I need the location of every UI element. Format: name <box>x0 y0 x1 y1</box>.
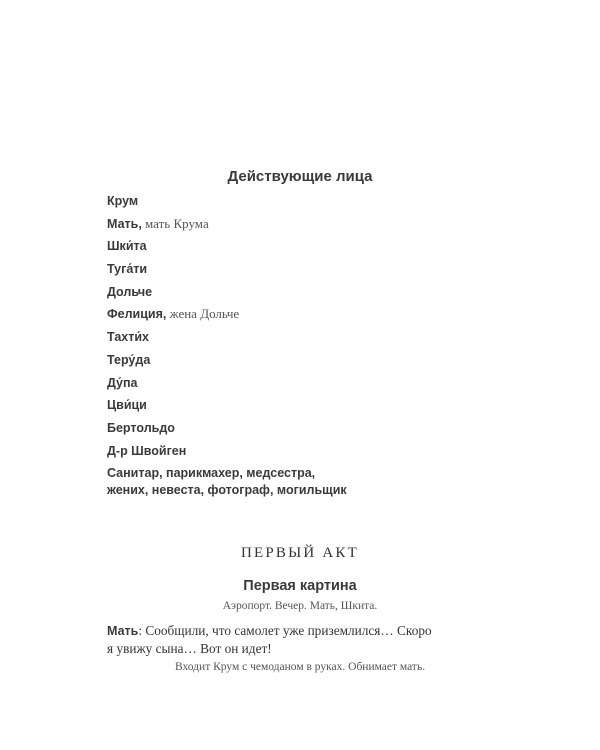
cast-member-name: Фелиция, <box>107 307 167 322</box>
dialogue-text: : Сообщили, что самолет уже приземлился… Скоро <box>138 623 432 638</box>
cast-heading: Действующие лица <box>227 168 373 185</box>
cast-member-description: жена Дольче <box>166 306 240 322</box>
dialogue-line <box>107 622 487 657</box>
cast-list <box>107 193 507 499</box>
cast-member <box>107 375 507 398</box>
dialogue-line-first <box>107 622 487 640</box>
cast-member <box>107 216 507 239</box>
cast-member <box>107 397 507 420</box>
cast-member-name: Цви́ци <box>107 398 147 413</box>
cast-member-name: Ду́па <box>107 375 138 390</box>
cast-member-name: Бертольдо <box>107 420 175 435</box>
cast-member-name: Крум <box>107 194 139 208</box>
cast-member <box>107 284 507 307</box>
scene-setting: Аэропорт. Вечер. Мать, Шкита. <box>222 600 378 612</box>
cast-member-name: Тахти́х <box>107 330 149 345</box>
act-heading: ПЕРВЫЙ АКТ <box>240 545 359 561</box>
cast-member-name: Д-р Швойген <box>107 443 187 458</box>
cast-member <box>107 261 507 284</box>
speaker-name: Мать <box>107 624 139 638</box>
cast-member-description: мать Крума <box>141 215 209 231</box>
cast-member <box>107 306 507 329</box>
cast-member-name: Теру́да <box>107 352 151 367</box>
cast-member <box>107 420 507 443</box>
cast-extras-line: жених, невеста, фотограф, могильщик <box>107 483 347 498</box>
cast-extras <box>107 465 507 499</box>
dialogue-text-continued: я увижу сына… Вот он идет! <box>107 641 272 656</box>
cast-member <box>107 238 507 261</box>
cast-member-name: Шки́та <box>107 239 147 254</box>
scene-heading: Первая картина <box>243 578 357 594</box>
cast-member-name: Туга́ти <box>107 262 148 277</box>
cast-extras-line: Санитар, парикмахер, медсестра, <box>107 466 316 481</box>
cast-member <box>107 329 507 352</box>
cast-member <box>107 193 507 216</box>
cast-member-name: Мать, <box>107 216 142 231</box>
stage-direction: Входит Крум с чемоданом в руках. Обнимает мать. <box>174 661 426 673</box>
cast-member <box>107 352 507 375</box>
cast-member <box>107 443 507 466</box>
cast-member-name: Дольче <box>107 284 153 299</box>
